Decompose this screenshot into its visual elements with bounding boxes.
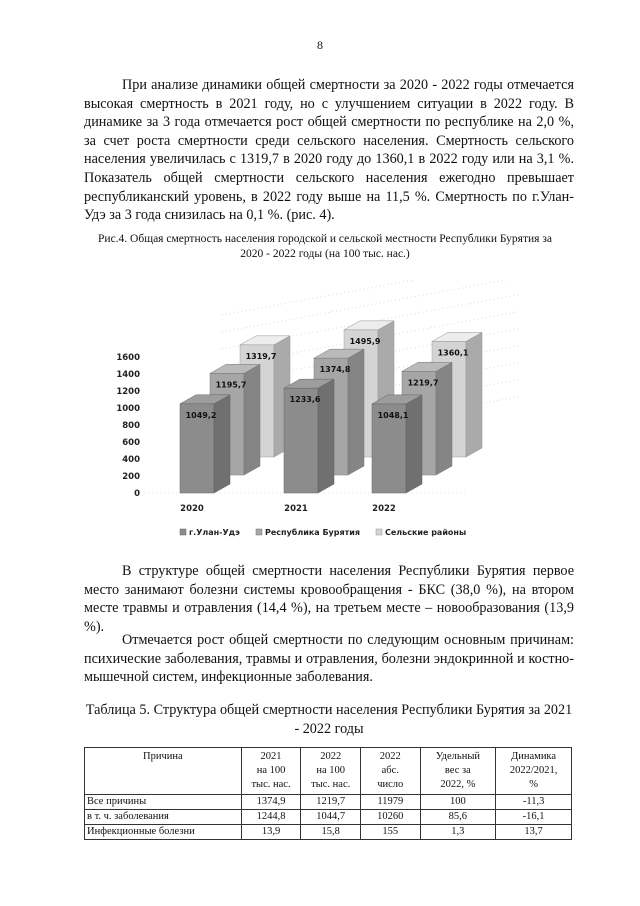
table-cell: 11979 — [361, 795, 421, 810]
y-tick-label: 200 — [122, 472, 140, 482]
page-number: 8 — [317, 38, 323, 52]
y-tick-label: 400 — [122, 455, 140, 465]
header-share — [420, 748, 496, 795]
table-cell: Инфекционные болезни — [85, 825, 242, 840]
header-line: 2022 — [320, 751, 342, 762]
table-row — [85, 810, 572, 825]
table-cell: -11,3 — [496, 795, 572, 810]
table-row — [85, 825, 572, 840]
header-line: 2021 — [260, 751, 282, 762]
table-row — [85, 795, 572, 810]
table-cell: 85,6 — [420, 810, 496, 825]
y-tick-label: 1000 — [116, 404, 140, 414]
mortality-chart-svg — [108, 280, 518, 550]
table-cell: 1244,8 — [241, 810, 301, 825]
header-line: тыс. нас. — [311, 779, 351, 790]
table-cell: 13,7 — [496, 825, 572, 840]
header-cause — [85, 748, 242, 795]
table-cell: 1374,9 — [241, 795, 301, 810]
data-label: 1049,2 — [185, 410, 217, 420]
table-cell: 1219,7 — [301, 795, 361, 810]
data-label: 1360,1 — [437, 348, 469, 358]
header-line: Причина — [143, 751, 183, 762]
legend-label: г.Улан-Удэ — [189, 528, 240, 537]
y-tick-label: 1400 — [116, 370, 140, 380]
legend-label: Сельские районы — [385, 528, 467, 537]
gridline — [222, 280, 518, 315]
header-line: абс. — [381, 765, 399, 776]
x-category-label: 2022 — [372, 504, 396, 514]
table-cell: 1,3 — [420, 825, 496, 840]
data-label: 1048,1 — [377, 410, 409, 420]
bar-side-1 — [214, 395, 230, 493]
table-title: Таблица 5. Структура общей смертности населения Республики Бурятия за 2021 - 2022 годы — [85, 702, 573, 737]
legend-swatch — [180, 529, 186, 535]
paragraph-mortality-dynamics: При анализе динамики общей смертности за 2020 - 2022 годы отмечается высокая смертность в 2021 году, но с улучшением ситуации в 2022 году. В динамике за 3 года отмечается рост общей смертности по республике на 2,0 %, за счет роста смертности среди сельского населения. Смертность сельского населения увеличилась с 1319,7 в 2020 году до 1360,1 в 2022 году или на 3,1 %. Показатель общей смертности сельского населения ежегодно превышает республиканский уровень, в 2022 году выше на 11,5 %. Смертность по г.Улан-Удэ за 3 года снизилась на 0,1 %. (рис. 4). — [84, 77, 574, 224]
data-label: 1233,6 — [289, 395, 321, 405]
x-category-label: 2020 — [180, 504, 204, 514]
table-cell: -16,1 — [496, 810, 572, 825]
header-line: тыс. нас. — [251, 779, 291, 790]
figure-caption: Рис.4. Общая смертность населения городской и сельской местности Республики Бурятия за 2020 - 2022 годы (на 100 тыс. нас.) — [98, 233, 552, 260]
header-line: число — [377, 779, 404, 790]
header-dynamics — [496, 748, 572, 795]
header-line: Удельный — [435, 751, 480, 762]
y-tick-label: 600 — [122, 438, 140, 448]
y-tick-label: 0 — [134, 489, 140, 499]
data-label: 1374,8 — [319, 365, 351, 375]
mortality-structure-table — [84, 747, 572, 840]
header-line: вес за — [444, 765, 471, 776]
table-cell: 1044,7 — [301, 810, 361, 825]
legend-swatch — [256, 529, 262, 535]
data-label: 1495,9 — [349, 336, 381, 346]
paragraph-mortality-causes: Отмечается рост общей смертности по следующим основным причинам: психические заболевания, травмы и отравления, болезни эндокринной и костно-мышечной систем, инфекционные заболевания. — [84, 632, 574, 686]
paragraph-mortality-structure: В структуре общей смертности населения Республики Бурятия первое место занимают болезни системы кровообращения - БКС (38,0 %), на втором месте травмы и отравления (14,4 %), на третьем месте – новообразования (13,9 %). — [84, 563, 574, 635]
header-line: Динамика — [511, 751, 557, 762]
header-2022-rate — [301, 748, 361, 795]
header-line: % — [529, 779, 538, 790]
data-label: 1219,7 — [407, 378, 439, 388]
header-line: 2022 — [379, 751, 401, 762]
legend-label: Республика Бурятия — [265, 528, 360, 537]
table-cell: 10260 — [361, 810, 421, 825]
table-cell: в т. ч. заболевания — [85, 810, 242, 825]
data-label: 1319,7 — [245, 351, 277, 361]
table-cell: 15,8 — [301, 825, 361, 840]
header-line: 2022/2021, — [509, 765, 558, 776]
legend-swatch — [376, 529, 382, 535]
header-line: на 100 — [256, 765, 286, 776]
y-tick-label: 1200 — [116, 387, 140, 397]
header-line: 2022, % — [440, 779, 476, 790]
table-cell: Все причины — [85, 795, 242, 810]
table-header-row — [85, 748, 572, 795]
bar-side-1 — [406, 395, 422, 493]
y-tick-label: 1600 — [116, 353, 140, 363]
header-2022-abs — [361, 748, 421, 795]
table-cell: 100 — [420, 795, 496, 810]
header-2021-rate — [241, 748, 301, 795]
x-category-label: 2021 — [284, 504, 308, 514]
data-label: 1195,7 — [215, 380, 247, 390]
header-line: на 100 — [316, 765, 346, 776]
y-tick-label: 800 — [122, 421, 140, 431]
table-cell: 155 — [361, 825, 421, 840]
mortality-chart — [108, 280, 518, 550]
table-cell: 13,9 — [241, 825, 301, 840]
